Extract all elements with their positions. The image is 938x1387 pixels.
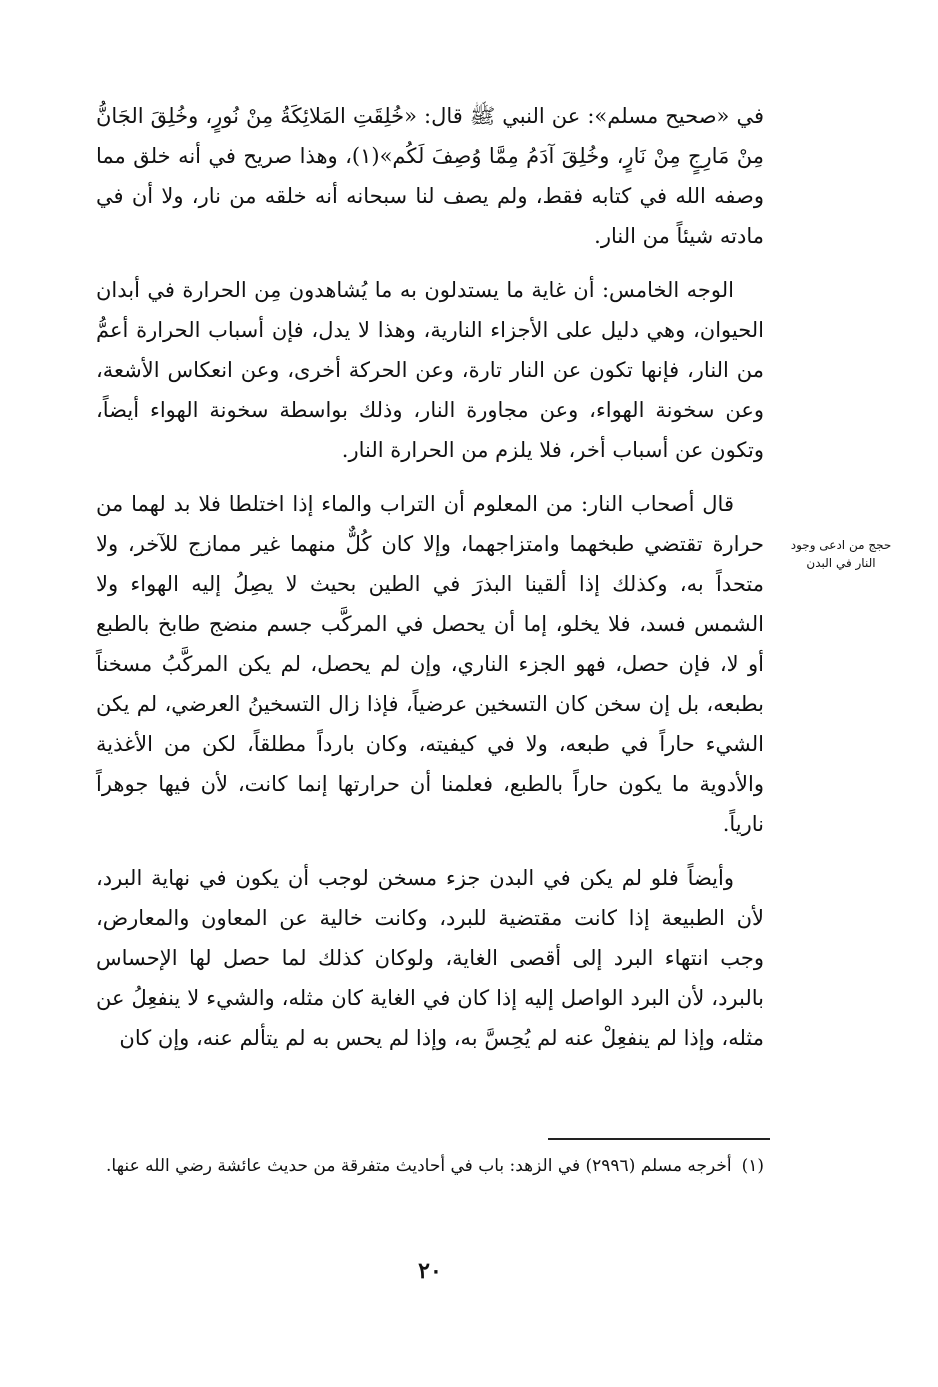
page-number: ٢٠ [418,1258,442,1284]
paragraph-fifth-aspect: الوجه الخامس: أن غاية ما يستدلون به ما يُشاهدون مِن الحرارة في أبدان الحيوان، وهي دليل على الأجزاء النارية، وهذا لا يدل، فإن أسباب الحرارة أعمُّ من النار، فإنها تكون عن النار تارة، وعن الحركة أخرى، وعن انعكاس الأشعة، وعن سخونة الهواء، وعن مجاورة النار، وذلك بواسطة سخونة الهواء أيضاً، وتكون عن أسباب أخر، فلا يلزم من الحرارة النار. [96,278,764,462]
paragraph-fire-proponents: قال أصحاب النار: من المعلوم أن التراب والماء إذا اختلطا فلا بد لهما من حرارة تقتضي طبخهما وامتزاجهما، وإلا كان كُلٌّ منهما غير ممازج للآخر، ولا متحداً به، وكذلك إذا ألقينا البذرَ في الطين بحيث لا يصِلُ إليه الهواء ولا الشمس فسد، فلا يخلو، إما أن يحصل في المركَّب جسم منضج طابخ بالطبع أو لا، فإن حصل، فهو الجزء الناري، وإن لم يحصل، لم يكن المركَّبُ مسخناً بطبعه، بل إن سخن كان التسخين عرضياً، فإذا زال التسخينُ العرضي، لم يكن الشيء حاراً في طبعه، ولا في كيفيته، وكان بارداً مطلقاً، لكن من الأغذية والأدوية ما يكون حاراً بالطبع، فعلمنا أن حرارتها إنما كانت، لأن فيها جوهراً نارياً. [96,492,764,836]
footnote-item [96,1150,764,1183]
footnote-number: (١) [741,1156,764,1176]
main-text-block [96,96,764,1072]
paragraph-cold-argument: وأيضاً فلو لم يكن في البدن جزء مسخن لوجب أن يكون في نهاية البرد، لأن الطبيعة إذا كانت مقتضية للبرد، وكانت خالية عن المعاون والمعارض، وجب انتهاء البرد إلى أقصى الغاية، ولوكان كذلك لما حصل لها الإحساس بالبرد، لأن البرد الواصل إليه إذا كان في الغاية كان مثله، والشيء لا ينفعِلُ عن مثله، وإذا لم ينفعِلْ عنه لم يُحِسَّ به، وإذا لم يحس به لم يتألم عنه، وإن كان [96,866,764,1050]
footnote-text: أخرجه مسلم (٢٩٩٦) في الزهد: باب في أحاديث متفرقة من حديث عائشة رضي الله عنها. [106,1156,732,1176]
footnotes [96,1150,764,1183]
paragraph-hadith: في «صحيح مسلم»: عن النبي ﷺ قال: «خُلِقَتِ المَلائِكَةُ مِنْ نُورٍ، وخُلِقَ الجَانُّ مِنْ مَارِجٍ مِنْ نَارٍ، وخُلِقَ آدَمُ مِمَّا وُصِفَ لَكُم»(١)، وهذا صريح في أنه خلق مما وصفه الله في كتابه فقط، ولم يصف لنا سبحانه أنه خلقه من نار، ولا أن في مادته شيئاً من النار. [96,104,764,248]
footnote-divider [548,1138,770,1140]
margin-note: حجج من ادعى وجود النار في البدن [790,538,892,570]
